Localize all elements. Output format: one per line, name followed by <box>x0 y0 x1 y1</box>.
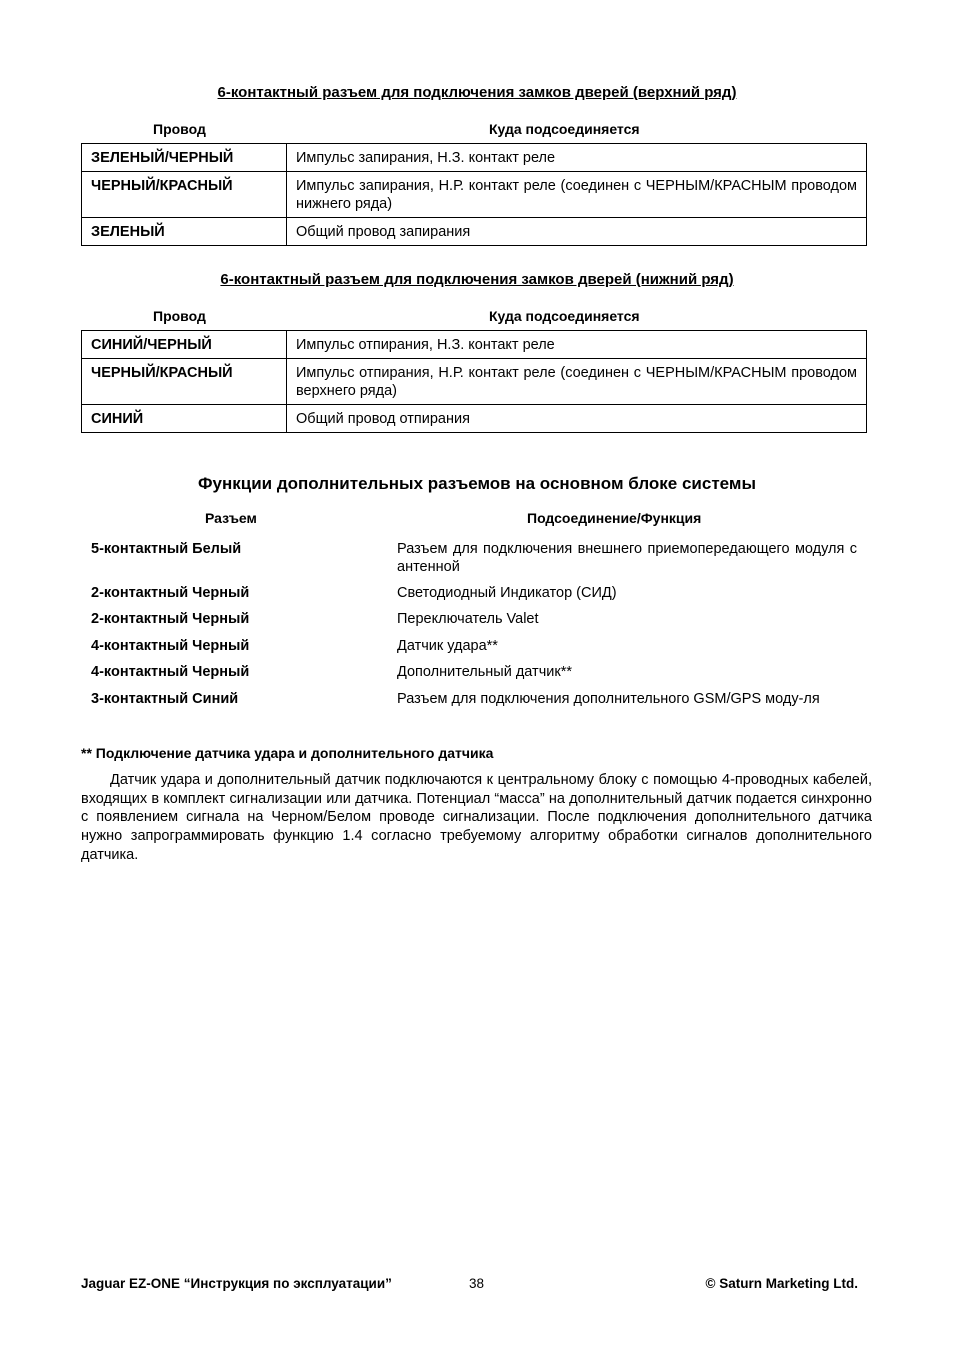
wire-connection: Импульс запирания, Н.Р. контакт реле (соединен с ЧЕРНЫМ/КРАСНЫМ проводом нижнего ряда) <box>287 172 867 218</box>
upper-col-wire-header: Провод <box>153 121 206 137</box>
connector-function: Дополнительный датчик** <box>397 664 572 680</box>
table-row <box>82 144 867 172</box>
connector-name: 3-контактный Синий <box>91 691 239 707</box>
note-title: ** Подключение датчика удара и дополнительного датчика <box>81 745 494 761</box>
wire-name: ЧЕРНЫЙ/КРАСНЫЙ <box>82 172 287 218</box>
connector-function: Переключатель Valet <box>397 611 539 627</box>
lower-col-wire-header: Провод <box>153 308 206 324</box>
upper-section-title: 6-контактный разъем для подключения замков дверей (верхний ряд) <box>217 84 737 101</box>
wire-connection: Импульс запирания, Н.З. контакт реле <box>287 144 867 172</box>
upper-wire-table <box>81 143 867 246</box>
wire-name: ЗЕЛЕНЫЙ <box>82 218 287 246</box>
connector-name: 4-контактный Черный <box>91 664 250 680</box>
wire-connection: Импульс отпирания, Н.З. контакт реле <box>287 331 867 359</box>
connector-function: Разъем для подключения дополнительного GSM/GPS моду-ля <box>397 691 820 707</box>
footer-document-title: Jaguar EZ-ONE “Инструкция по эксплуатации” <box>81 1276 392 1291</box>
table-row <box>82 331 867 359</box>
functions-title: Функции дополнительных разъемов на основном блоке системы <box>198 474 756 493</box>
table-row <box>82 172 867 218</box>
footer-copyright: © Saturn Marketing Ltd. <box>705 1276 858 1291</box>
wire-connection: Общий провод отпирания <box>287 405 867 433</box>
wire-name: ЗЕЛЕНЫЙ/ЧЕРНЫЙ <box>82 144 287 172</box>
connector-name: 5-контактный Белый <box>91 541 242 557</box>
note-paragraph: Датчик удара и дополнительный датчик подключаются к центральному блоку с помощью 4-проводных кабелей, входящих в комплект сигнализации или датчика. Потенциал “масса” на дополнительный датчик подается синхронно с появлением сигнала на Черном/Белом проводе сигнализации. После подключения дополнительного датчика нужно запрограммировать функцию 1.4 согласно требуемому алгоритму обработки сигналов дополнительного датчика. <box>81 772 872 863</box>
wire-connection: Общий провод запирания <box>287 218 867 246</box>
upper-col-conn-header: Куда подсоединяется <box>489 121 640 137</box>
connector-function: Светодиодный Индикатор (СИД) <box>397 585 617 601</box>
wire-name: СИНИЙ <box>82 405 287 433</box>
table-row <box>82 405 867 433</box>
connector-name: 4-контактный Черный <box>91 638 250 654</box>
page-number: 38 <box>469 1276 485 1291</box>
table-row <box>82 359 867 405</box>
functions-col-function-header: Подсоединение/Функция <box>527 510 702 526</box>
connector-name: 2-контактный Черный <box>91 585 250 601</box>
connector-name: 2-контактный Черный <box>91 611 250 627</box>
wire-connection: Импульс отпирания, Н.Р. контакт реле (соединен с ЧЕРНЫМ/КРАСНЫМ проводом верхнего ряда) <box>287 359 867 405</box>
connector-function: Разъем для подключения внешнего приемопередающего модуля с антенной <box>397 541 857 575</box>
lower-section-title: 6-контактный разъем для подключения замков дверей (нижний ряд) <box>220 271 734 288</box>
lower-col-conn-header: Куда подсоединяется <box>489 308 640 324</box>
table-row <box>82 218 867 246</box>
connector-function: Датчик удара** <box>397 638 498 654</box>
functions-col-connector-header: Разъем <box>205 510 257 526</box>
lower-wire-table <box>81 330 867 433</box>
wire-name: СИНИЙ/ЧЕРНЫЙ <box>82 331 287 359</box>
wire-name: ЧЕРНЫЙ/КРАСНЫЙ <box>82 359 287 405</box>
